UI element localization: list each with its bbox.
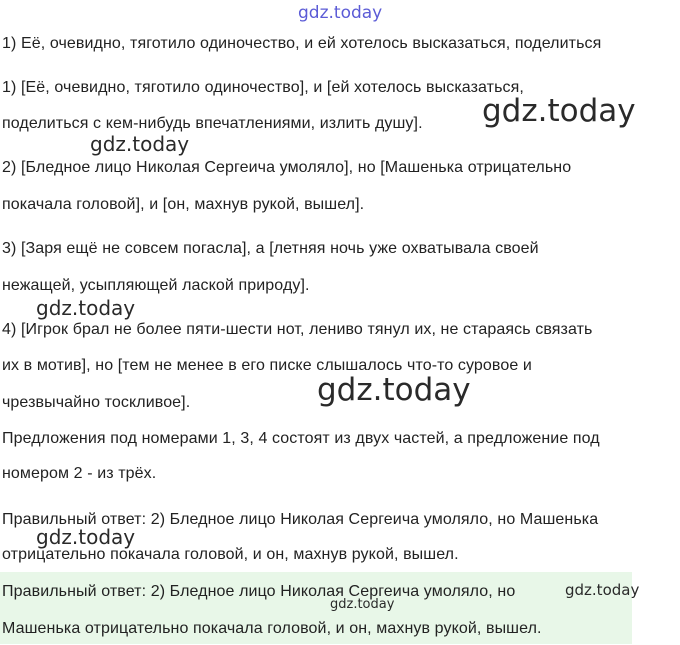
text-line: Правильный ответ: 2) Бледное лицо Николая Сергеича умоляло, но (2, 583, 516, 600)
watermark: gdz.today (36, 525, 136, 549)
watermark-top: gdz.today (298, 3, 383, 23)
watermark: gdz.today (36, 296, 136, 320)
text-line: Правильный ответ: 2) Бледное лицо Николая Сергеича умоляло, но Машенька (2, 511, 599, 528)
text-line: 1) [Её, очевидно, тяготило одиночество], и [ей хотелось высказаться, (2, 79, 524, 96)
text-line: Предложения под номерами 1, 3, 4 состоят из двух частей, а предложение под (2, 430, 600, 447)
text-line: их в мотив], но [тем не менее в его писке слышалось что-то суровое и (2, 357, 532, 374)
text-line: номером 2 - из трёх. (2, 465, 157, 482)
text-line: 2) [Бледное лицо Николая Сергеича умоляло], но [Машенька отрицательно (2, 159, 572, 176)
text-line: чрезвычайно тоскливое]. (2, 394, 191, 411)
text-line: отрицательно покачала головой, и он, махнув рукой, вышел. (2, 546, 459, 563)
watermark: gdz.today (90, 132, 190, 156)
watermark: gdz.today (317, 372, 471, 408)
text-line: нежащей, усыпляющей лаской природу]. (2, 277, 310, 294)
watermark: gdz.today (330, 597, 395, 612)
text-line: Машенька отрицательно покачала головой, и он, махнув рукой, вышел. (2, 620, 542, 637)
text-line: 4) [Игрок брал не более пяти-шести нот, лениво тянул их, не стараясь связать (2, 321, 593, 338)
watermark: gdz.today (482, 93, 636, 129)
text-line: 3) [Заря ещё не совсем погасла], а [летняя ночь уже охватывала своей (2, 240, 539, 257)
watermark: gdz.today (565, 581, 640, 599)
text-line: поделиться с кем-нибудь впечатлениями, излить душу]. (2, 115, 423, 132)
text-line: покачала головой], и [он, махнув рукой, вышел]. (2, 196, 365, 213)
text-line: 1) Её, очевидно, тяготило одиночество, и ей хотелось высказаться, поделиться (2, 35, 602, 52)
